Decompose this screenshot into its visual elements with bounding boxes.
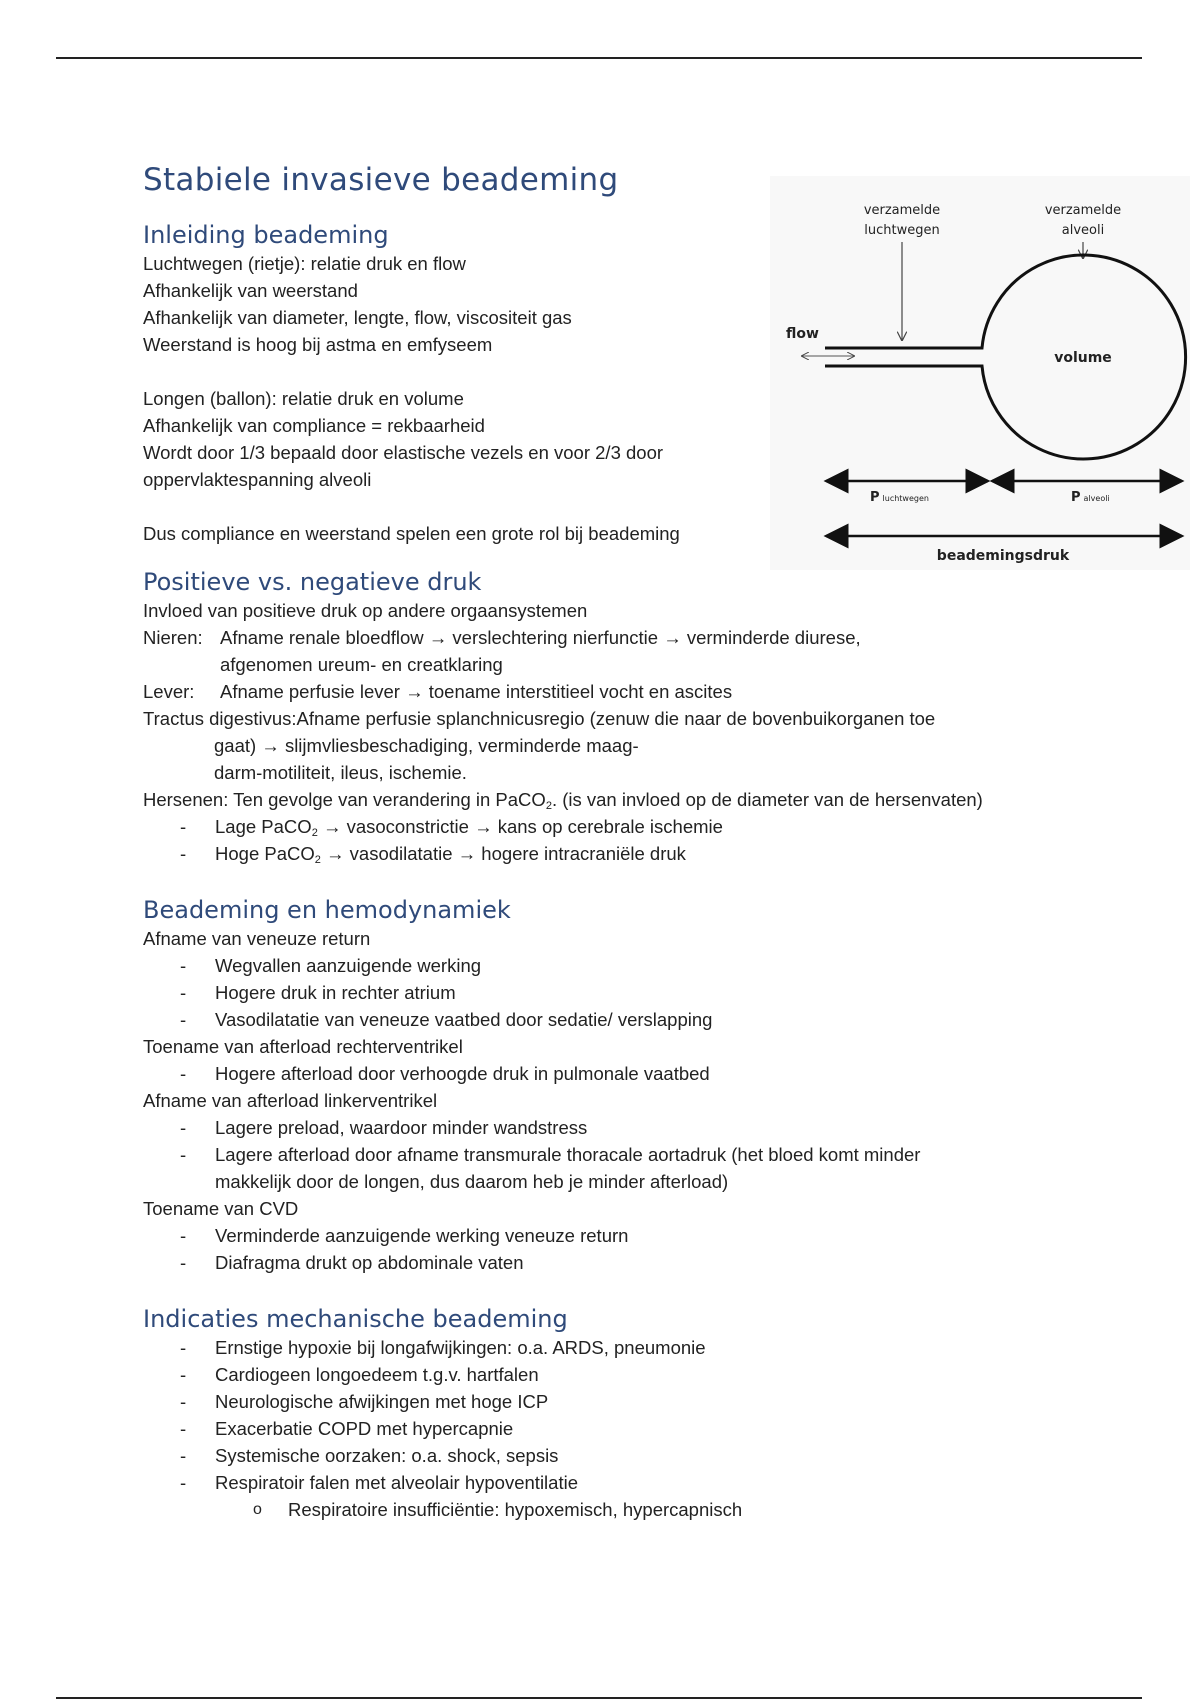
- dash-bullet: -: [180, 1144, 187, 1165]
- list-item: [143, 1415, 1143, 1442]
- list-text: Neurologische afwijkingen met hoge ICP: [215, 1391, 549, 1412]
- diagram-svg: [770, 176, 1190, 570]
- dash-bullet: -: [180, 1472, 187, 1493]
- header-rule: [56, 57, 1142, 59]
- footer-rule: [56, 1697, 1142, 1699]
- tractus-label: Tractus digestivus:: [143, 708, 297, 729]
- label-beademingsdruk: beademingsdruk: [936, 548, 1070, 564]
- group-heading: Toename van afterload rechterventrikel: [143, 1036, 463, 1057]
- paragraph-line: Afhankelijk van diameter, lengte, flow, viscositeit gas: [143, 307, 572, 328]
- list-text: → vasoconstrictie → kans op cerebrale ischemie: [317, 816, 723, 837]
- hersenen-text: Hersenen: Ten gevolge van verandering in PaCO: [143, 789, 546, 810]
- group-heading: Toename van CVD: [143, 1198, 299, 1219]
- label-p: P: [1071, 490, 1081, 505]
- list-item: [143, 1361, 1143, 1388]
- tractus-row: [143, 705, 1143, 732]
- ventilation-diagram: [770, 176, 1190, 570]
- dash-bullet: -: [180, 816, 187, 837]
- heading-inleiding-beademing: Inleiding beademing: [143, 221, 389, 249]
- list-item: [143, 813, 1143, 840]
- paragraph-line: Longen (ballon): relatie druk en volume: [143, 388, 464, 409]
- list-item: [143, 952, 1143, 979]
- list-text: → vasodilatatie → hogere intracraniële druk: [320, 843, 686, 864]
- list-item: [143, 1141, 1143, 1195]
- list-afterload-rechts: [143, 1060, 1143, 1087]
- dash-bullet: -: [180, 955, 187, 976]
- list-veneuze-return: [143, 952, 1143, 1033]
- paragraph-line: Afhankelijk van compliance = rekbaarheid: [143, 415, 485, 436]
- heading-positieve-negatieve-druk: Positieve vs. negatieve druk: [143, 568, 482, 596]
- list-indicaties-sub: [143, 1496, 1143, 1523]
- list-text: Cardiogeen longoedeem t.g.v. hartfalen: [215, 1364, 539, 1385]
- paragraph-line: Afhankelijk van weerstand: [143, 280, 358, 301]
- label-verzamelde-alveoli-2: alveoli: [1061, 223, 1105, 238]
- list-item: [143, 979, 1143, 1006]
- label-p-luchtwegen: [870, 490, 929, 505]
- list-item: [143, 1388, 1143, 1415]
- list-item: [143, 1496, 1143, 1523]
- nieren-row: [143, 624, 1143, 651]
- list-item: [143, 840, 1143, 867]
- dash-bullet: -: [180, 1009, 187, 1030]
- dash-bullet: -: [180, 1418, 187, 1439]
- list-item: [143, 1334, 1143, 1361]
- label-p-sub: alveoli: [1083, 494, 1110, 503]
- label-flow: flow: [786, 326, 819, 342]
- heading-indicaties: Indicaties mechanische beademing: [143, 1305, 568, 1333]
- airway-balloon-outline: [825, 255, 1186, 459]
- nieren-text: Afname renale bloedflow → verslechtering nierfunctie → verminderde diurese,: [220, 627, 861, 648]
- list-item: [143, 1114, 1143, 1141]
- subscript: 2: [314, 854, 321, 866]
- list-cvd: [143, 1222, 1143, 1276]
- list-text: Systemische oorzaken: o.a. shock, sepsis: [215, 1445, 559, 1466]
- hersenen-list: [143, 813, 1143, 867]
- list-text: Lagere preload, waardoor minder wandstress: [215, 1117, 588, 1138]
- list-text: makkelijk door de longen, dus daarom heb je minder afterload): [215, 1171, 729, 1192]
- list-item: [143, 1222, 1143, 1249]
- list-text: Wegvallen aanzuigende werking: [215, 955, 482, 976]
- label-p: P: [870, 490, 880, 505]
- paragraph-line: Invloed van positieve druk op andere orgaansystemen: [143, 600, 588, 621]
- hersenen-line: [143, 786, 1143, 813]
- list-text: Respiratoire insufficiëntie: hypoxemisch, hypercapnisch: [288, 1499, 743, 1520]
- paragraph-line: Dus compliance en weerstand spelen een grote rol bij beademing: [143, 523, 680, 544]
- dash-bullet: -: [180, 982, 187, 1003]
- circle-bullet: o: [253, 1501, 262, 1518]
- nieren-label: Nieren:: [143, 627, 203, 648]
- tractus-text: Afname perfusie splanchnicusregio (zenuw die naar de bovenbuikorganen toe: [296, 708, 936, 729]
- list-item: [143, 1249, 1143, 1276]
- dash-bullet: -: [180, 1391, 187, 1412]
- list-text: Lage PaCO: [215, 816, 312, 837]
- list-indicaties: [143, 1334, 1143, 1496]
- dash-bullet: -: [180, 1445, 187, 1466]
- list-item: [143, 1469, 1143, 1496]
- label-p-alveoli: [1071, 490, 1110, 505]
- subscript: 2: [545, 800, 552, 812]
- heading-beademing-hemodynamiek: Beademing en hemodynamiek: [143, 896, 511, 924]
- list-text: Hogere druk in rechter atrium: [215, 982, 456, 1003]
- dash-bullet: -: [180, 1063, 187, 1084]
- label-volume: volume: [1054, 350, 1112, 366]
- list-text: Verminderde aanzuigende werking veneuze return: [215, 1225, 629, 1246]
- tractus-continuation: darm-motiliteit, ileus, ischemie.: [214, 762, 467, 783]
- dash-bullet: -: [180, 1225, 187, 1246]
- paragraph-line: Wordt door 1/3 bepaald door elastische vezels en voor 2/3 door: [143, 442, 664, 463]
- lever-text: Afname perfusie lever → toename interstitieel vocht en ascites: [220, 681, 733, 702]
- group-heading: Afname van afterload linkerventrikel: [143, 1090, 438, 1111]
- dash-bullet: -: [180, 1252, 187, 1273]
- list-text: Exacerbatie COPD met hypercapnie: [215, 1418, 514, 1439]
- label-verzamelde-luchtwegen-1: verzamelde: [863, 203, 941, 218]
- label-verzamelde-luchtwegen-2: luchtwegen: [864, 223, 940, 238]
- list-text: Respiratoir falen met alveolair hypoventilatie: [215, 1472, 578, 1493]
- dash-bullet: -: [180, 843, 187, 864]
- list-text: Hogere afterload door verhoogde druk in pulmonale vaatbed: [215, 1063, 710, 1084]
- tractus-continuation: gaat) → slijmvliesbeschadiging, verminderde maag-: [214, 735, 639, 756]
- list-text: Diafragma drukt op abdominale vaten: [215, 1252, 524, 1273]
- dash-bullet: -: [180, 1117, 187, 1138]
- group-heading: Afname van veneuze return: [143, 928, 371, 949]
- lever-label: Lever:: [143, 681, 195, 702]
- list-text: Vasodilatatie van veneuze vaatbed door sedatie/ verslapping: [215, 1009, 713, 1030]
- list-item: [143, 1442, 1143, 1469]
- paragraph-line: oppervlaktespanning alveoli: [143, 469, 372, 490]
- list-text: Ernstige hypoxie bij longafwijkingen: o.a. ARDS, pneumonie: [215, 1337, 706, 1358]
- hersenen-text-cont: . (is van invloed op de diameter van de hersenvaten): [551, 789, 983, 810]
- label-p-sub: luchtwegen: [882, 494, 929, 503]
- list-text: Lagere afterload door afname transmurale thoracale aortadruk (het bloed komt minder: [215, 1144, 921, 1165]
- list-text: Hoge PaCO: [215, 843, 315, 864]
- subscript: 2: [311, 827, 318, 839]
- list-item: [143, 1060, 1143, 1087]
- paragraph-line: Luchtwegen (rietje): relatie druk en flow: [143, 253, 466, 274]
- paragraph-line: Weerstand is hoog bij astma en emfyseem: [143, 334, 493, 355]
- dash-bullet: -: [180, 1337, 187, 1358]
- list-afterload-links: [143, 1114, 1143, 1195]
- page-title: Stabiele invasieve beademing: [143, 162, 619, 198]
- lever-row: [143, 678, 1143, 705]
- list-item: [143, 1006, 1143, 1033]
- dash-bullet: -: [180, 1364, 187, 1385]
- nieren-continuation: afgenomen ureum- en creatklaring: [220, 654, 503, 675]
- label-verzamelde-alveoli-1: verzamelde: [1044, 203, 1122, 218]
